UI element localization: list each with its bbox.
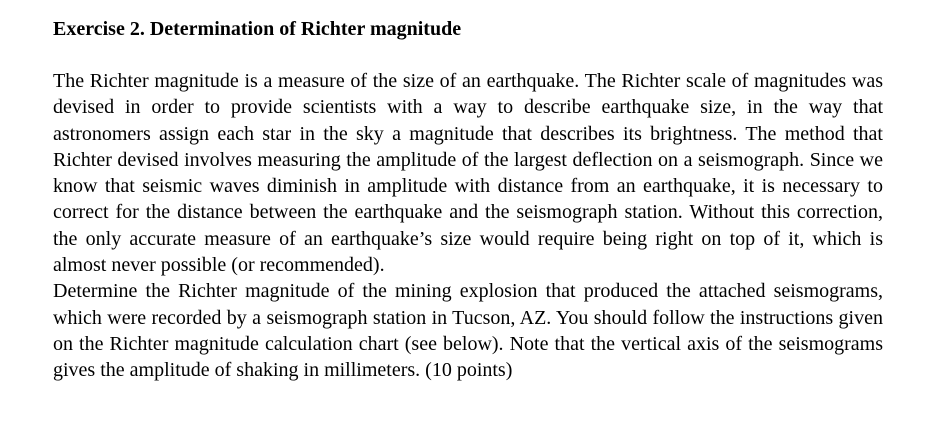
intro-paragraph: The Richter magnitude is a measure of the size of an earthquake. The Richter scale of magnitudes was devised in order to provide scientists with a way to describe earthquake size, in the way that astronomers assign each star in the sky a magnitude that describes its brightness. The method that Richter devised involves measuring the amplitude of the largest deflection on a seismograph. Since we know that seismic waves diminish in amplitude with distance from an earthquake, it is necessary to correct for the distance between the earthquake and the seismograph station. Without this correction, the only accurate measure of an earthquake’s size would require being right on top of it, which is almost never possible (or recommended). [53,70,883,277]
title-spacer [53,42,883,68]
document-page [53,16,883,384]
exercise-title: Exercise 2. Determination of Richter magnitude [53,18,462,40]
instructions-paragraph: Determine the Richter magnitude of the mining explosion that produced the attached seismograms, which were recorded by a seismograph station in Tucson, AZ. You should follow the instructions given on the Richter magnitude calculation chart (see below). Note that the vertical axis of the seismograms gives the amplitude of shaking in millimeters. (10 points) [53,280,883,382]
